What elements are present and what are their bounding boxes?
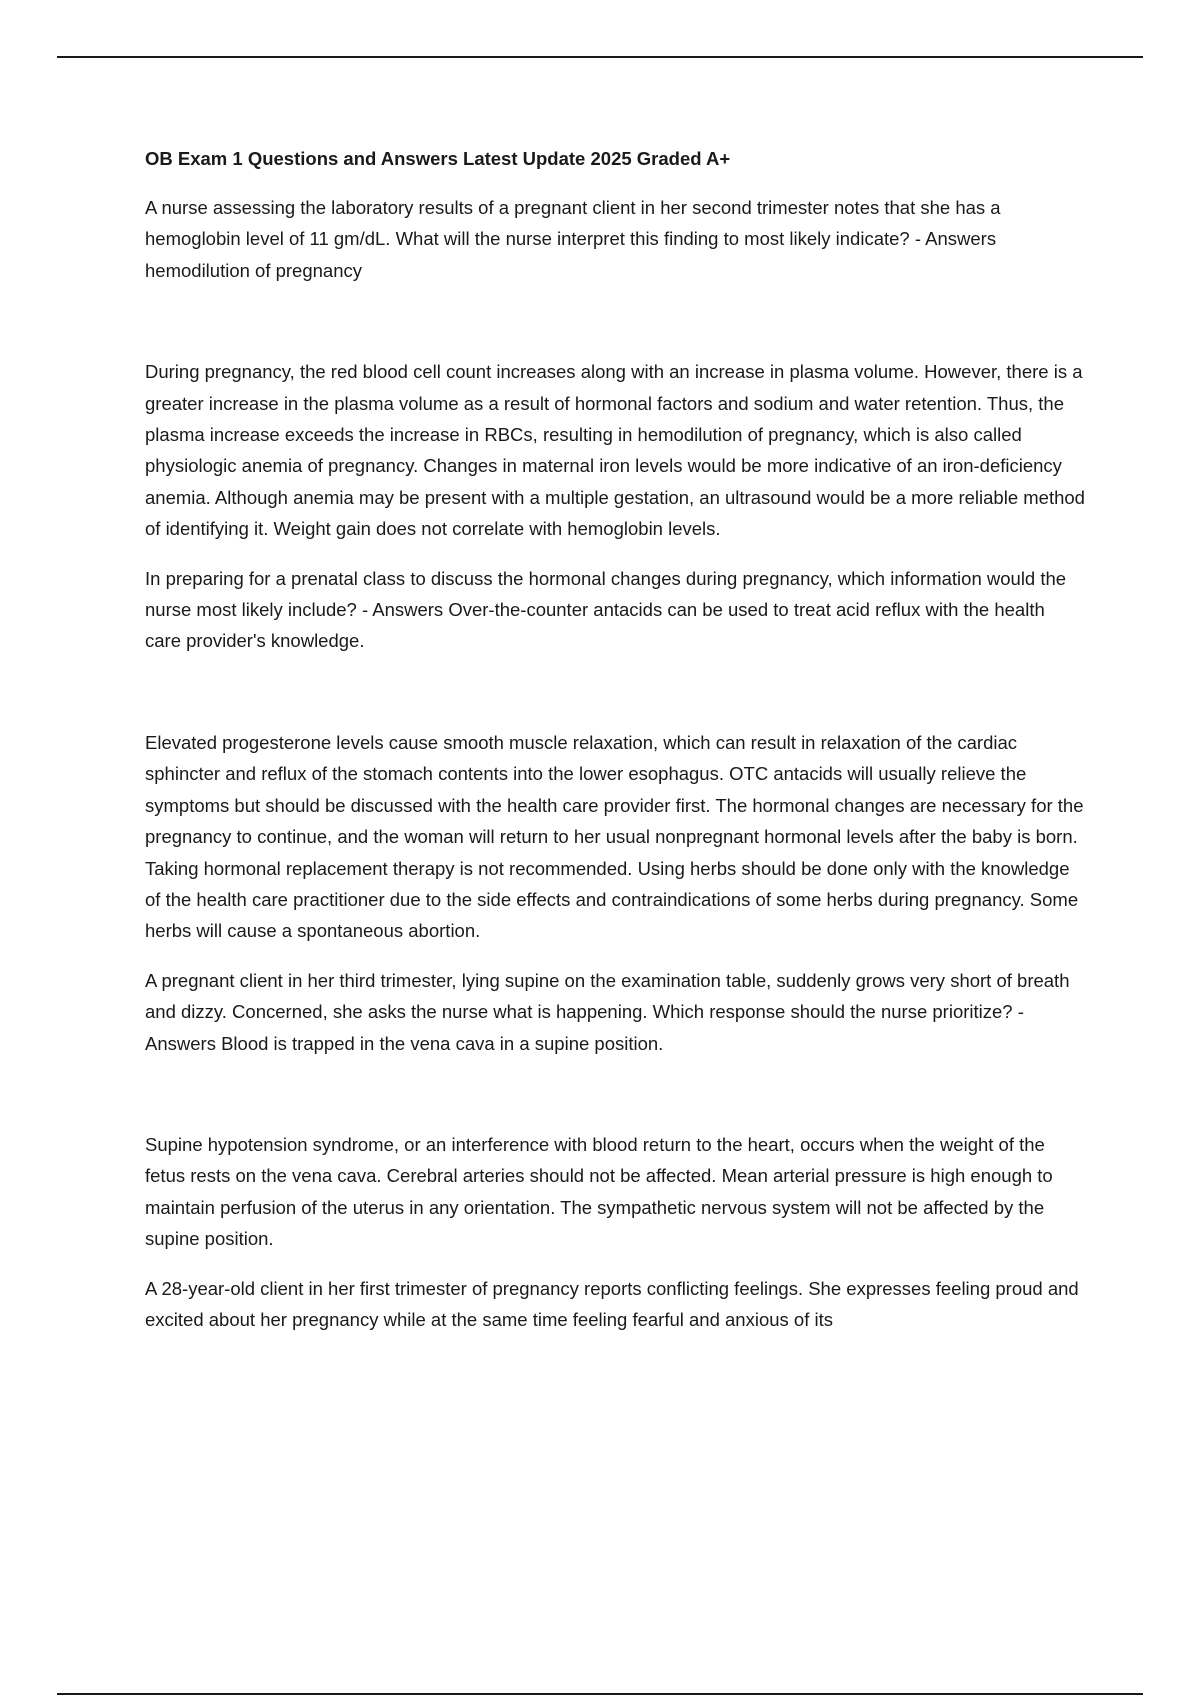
header-rule (57, 56, 1143, 58)
rationale-paragraph: Elevated progesterone levels cause smooth muscle relaxation, which can result in relaxation of the cardiac sphincter and reflux of the stomach contents into the lower esophagus. OTC antacids will usually relieve the symptoms but should be discussed with the health care provider first. The hormonal changes are necessary for the pregnancy to continue, and the woman will return to her usual nonpregnant hormonal levels after the baby is born. Taking hormonal replacement therapy is not recommended. Using herbs should be done only with the knowledge of the health care practitioner due to the side effects and contraindications of some herbs during pregnancy. Some herbs will cause a spontaneous abortion. (145, 731, 1084, 942)
footer-rule (57, 1693, 1143, 1695)
question-paragraph: In preparing for a prenatal class to discuss the hormonal changes during pregnancy, which information would the nurse most likely include? - Answers Over-the-counter antacids can be used to treat acid reflux with the health care provider's knowledge. (145, 567, 1067, 652)
document-body (145, 143, 1085, 1335)
rationale-paragraph: Supine hypotension syndrome, or an interference with blood return to the heart, occurs when the weight of the fetus rests on the vena cava. Cerebral arteries should not be affected. Mean arterial pressure is high enough to maintain perfusion of the uterus in any orientation. The sympathetic nervous system will not be affected by the supine position. (145, 1133, 1053, 1250)
rationale-paragraph: During pregnancy, the red blood cell count increases along with an increase in plasma volume. However, there is a greater increase in the plasma volume as a result of hormonal factors and sodium and water retention. Thus, the plasma increase exceeds the increase in RBCs, resulting in hemodilution of pregnancy, which is also called physiologic anemia of pregnancy. Changes in maternal iron levels would be more indicative of an iron-deficiency anemia. Although anemia may be present with a multiple gestation, an ultrasound would be a more reliable method of identifying it. Weight gain does not correlate with hemoglobin levels. (145, 361, 1085, 540)
document-title: OB Exam 1 Questions and Answers Latest Update 2025 Graded A+ (145, 148, 731, 169)
question-paragraph: A nurse assessing the laboratory results of a pregnant client in her second trimester notes that she has a hemoglobin level of 11 gm/dL. What will the nurse interpret this finding to most likely indicate? - Answers hemodilution of pregnancy (145, 197, 1001, 281)
question-paragraph: A pregnant client in her third trimester, lying supine on the examination table, suddenly grows very short of breath and dizzy. Concerned, she asks the nurse what is happening. Which response should the nurse prioritize? - Answers Blood is trapped in the vena cava in a supine position. (145, 969, 1070, 1054)
question-paragraph: A 28-year-old client in her first trimester of pregnancy reports conflicting feelings. She expresses feeling proud and excited about her pregnancy while at the same time feeling fearful and anxious of its (145, 1277, 1079, 1330)
